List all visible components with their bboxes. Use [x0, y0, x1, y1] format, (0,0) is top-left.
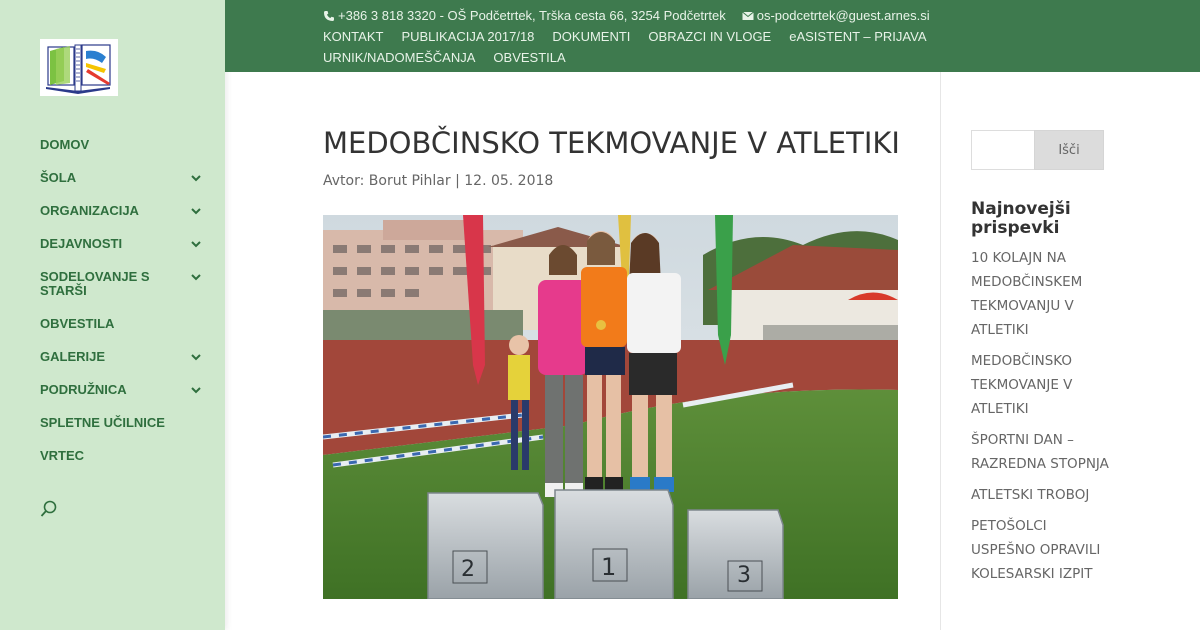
recent-post-link[interactable]: 10 KOLAJN NA MEDOBČINSKEM TEKMOVANJU V ATLETIKI: [971, 250, 1083, 338]
post-meta: Avtor: Borut Pihlar | 12. 05. 2018: [323, 173, 554, 189]
top-nav-link-6[interactable]: OBVESTILA: [493, 50, 566, 65]
post-featured-image: [323, 215, 898, 599]
recent-post-link[interactable]: ŠPORTNI DAN – RAZREDNA STOPNJA: [971, 432, 1109, 472]
recent-posts-list: [971, 246, 1111, 593]
chevron-down-icon[interactable]: [190, 351, 202, 363]
nav-item-6[interactable]: [40, 350, 210, 364]
nav-item-label: ŠOLA: [40, 170, 77, 185]
nav-item-2[interactable]: [40, 204, 210, 218]
sidebar-divider: [940, 72, 941, 630]
nav-item-3[interactable]: [40, 237, 210, 251]
nav-item-label: SPLETNE UČILNICE: [40, 415, 165, 430]
nav-item-label: DOMOV: [40, 137, 90, 152]
top-header: [225, 0, 1200, 72]
nav-item-label: ORGANIZACIJA: [40, 203, 139, 218]
top-nav-link-0[interactable]: KONTAKT: [323, 29, 384, 44]
nav-item-label: OBVESTILA: [40, 316, 115, 331]
chevron-down-icon[interactable]: [190, 205, 202, 217]
nav-item-8[interactable]: [40, 416, 210, 430]
podium-number-1: 1: [601, 553, 617, 581]
contact-info: [323, 8, 930, 23]
nav-item-0[interactable]: [40, 138, 210, 152]
chevron-down-icon[interactable]: [190, 384, 202, 396]
post-title: MEDOBČINSKO TEKMOVANJE V ATLETIKI: [323, 126, 900, 160]
podium-number-2: 2: [461, 557, 475, 582]
podium-number-3: 3: [737, 563, 751, 588]
chevron-down-icon[interactable]: [190, 238, 202, 250]
email-link[interactable]: os-podcetrtek@guest.arnes.si: [756, 8, 930, 23]
nav-item-label: PODRUŽNICA: [40, 382, 127, 397]
school-logo[interactable]: [40, 39, 118, 96]
search-icon[interactable]: [40, 500, 58, 518]
search-button[interactable]: Išči: [1034, 130, 1104, 170]
chevron-down-icon[interactable]: [190, 271, 202, 283]
recent-post-link[interactable]: MEDOBČINSKO TEKMOVANJE V ATLETIKI: [971, 353, 1073, 417]
phone-address-text: +386 3 818 3320 - OŠ Podčetrtek, Trška cesta 66, 3254 Podčetrtek: [338, 8, 726, 23]
recent-posts-title: Najnovejši prispevki: [971, 199, 1071, 238]
envelope-icon: [742, 10, 754, 22]
left-sidebar: [0, 0, 225, 630]
recent-post-link[interactable]: ATLETSKI TROBOJ: [971, 487, 1090, 503]
nav-item-1[interactable]: [40, 171, 210, 185]
top-navigation: [323, 29, 1083, 66]
chevron-down-icon[interactable]: [190, 172, 202, 184]
recent-post-link[interactable]: PETOŠOLCI USPEŠNO OPRAVILI KOLESARSKI IZPIT: [971, 518, 1101, 582]
nav-item-7[interactable]: [40, 383, 210, 397]
top-nav-link-3[interactable]: OBRAZCI IN VLOGE: [648, 29, 772, 44]
nav-item-label: DEJAVNOSTI: [40, 236, 123, 251]
search-input[interactable]: [971, 130, 1037, 170]
top-nav-link-4[interactable]: eASISTENT – PRIJAVA: [789, 29, 927, 44]
nav-item-label: GALERIJE: [40, 349, 106, 364]
nav-item-4[interactable]: [40, 270, 210, 298]
nav-item-label: VRTEC: [40, 448, 85, 463]
nav-item-5[interactable]: [40, 317, 210, 331]
phone-icon: [323, 10, 335, 22]
nav-item-9[interactable]: [40, 449, 210, 463]
nav-item-label: SODELOVANJE S STARŠI: [40, 269, 150, 298]
top-nav-link-5[interactable]: URNIK/NADOMEŠČANJA: [323, 50, 476, 65]
top-nav-link-1[interactable]: PUBLIKACIJA 2017/18: [401, 29, 535, 44]
top-nav-link-2[interactable]: DOKUMENTI: [552, 29, 631, 44]
